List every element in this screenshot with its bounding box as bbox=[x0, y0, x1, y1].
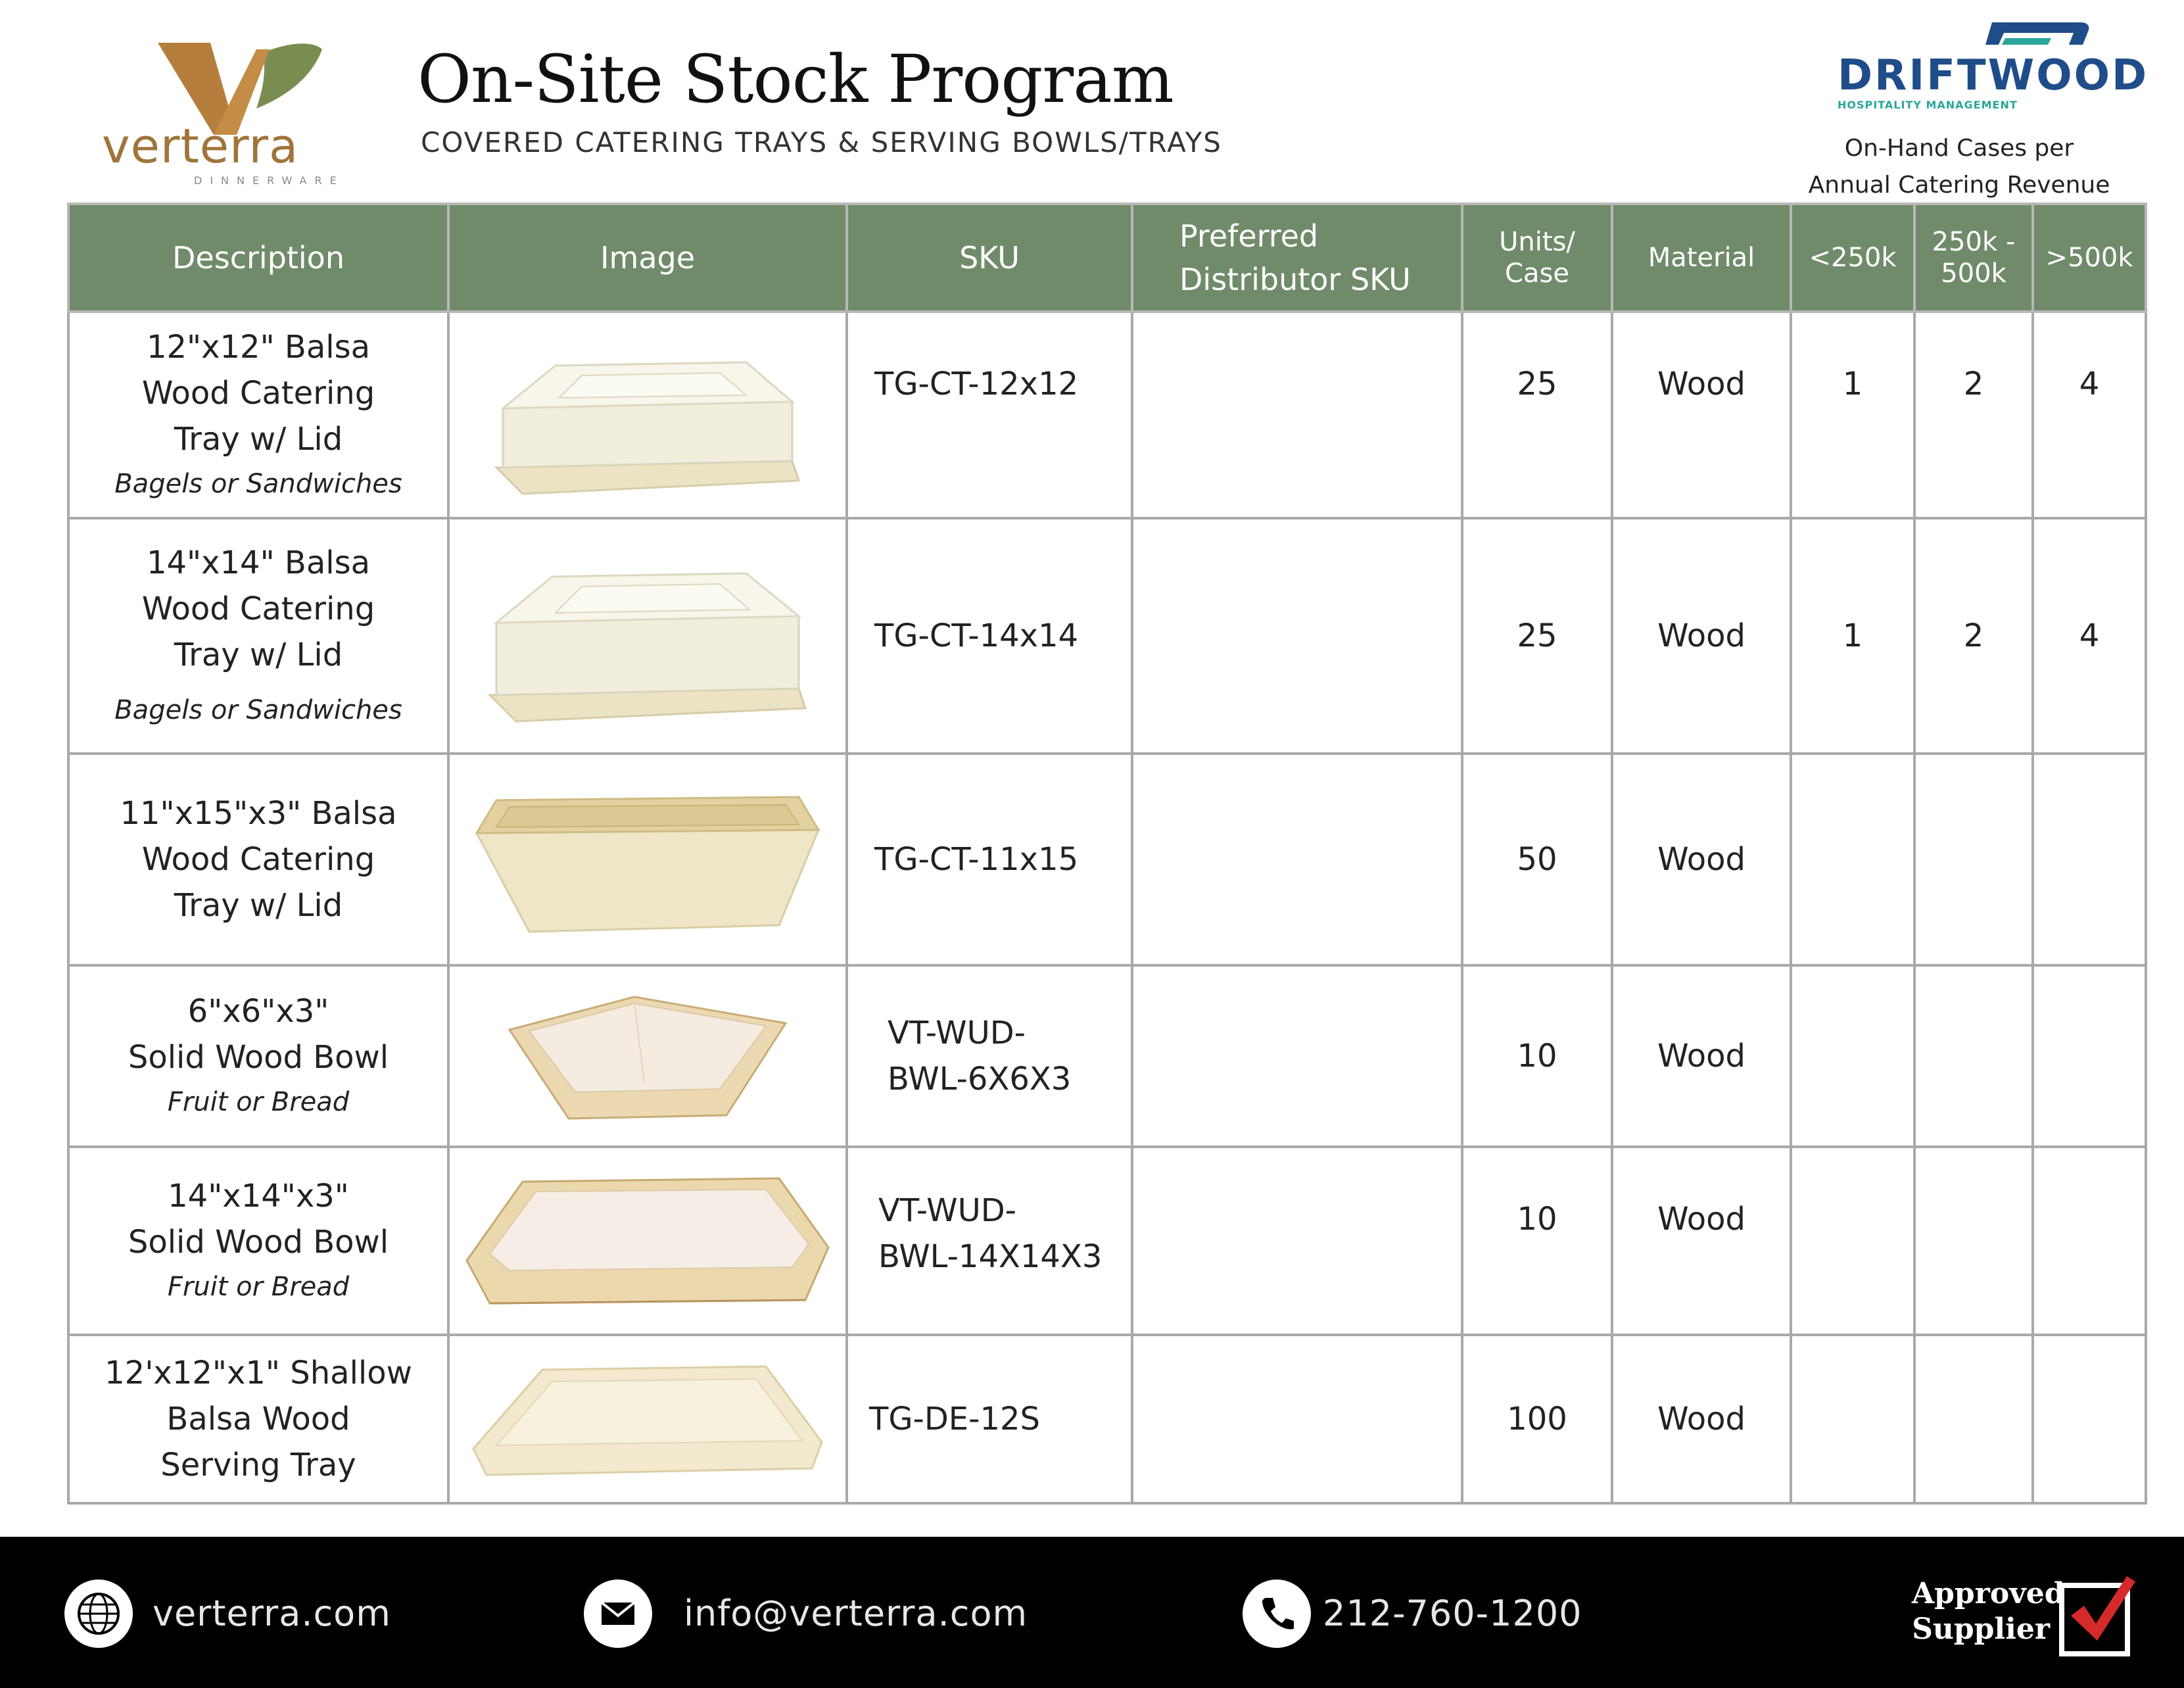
row-distributor-sku bbox=[1132, 1147, 1462, 1335]
desc-line: 12'x12"x1" Shallow bbox=[105, 1355, 412, 1391]
phone-icon bbox=[1243, 1579, 1311, 1648]
row-material: Wood bbox=[1612, 312, 1791, 518]
desc-line: Serving Tray bbox=[160, 1447, 356, 1483]
product-image-cell bbox=[448, 1335, 847, 1503]
row-tier2: 2 bbox=[1914, 312, 2033, 518]
row-description bbox=[68, 1147, 448, 1335]
table-row bbox=[68, 518, 2146, 754]
row-units: 100 bbox=[1462, 1335, 1612, 1503]
website-link[interactable]: verterra.com bbox=[153, 1593, 391, 1634]
row-tier1 bbox=[1791, 965, 1914, 1147]
row-tier1: 1 bbox=[1791, 312, 1914, 518]
usage-note: Bagels or Sandwiches bbox=[114, 695, 402, 725]
desc-line: Tray w/ Lid bbox=[174, 887, 343, 924]
row-material: Wood bbox=[1612, 1335, 1791, 1503]
row-sku bbox=[847, 312, 1132, 518]
sku-line: TG-CT-12x12 bbox=[874, 366, 1079, 402]
col-units bbox=[1462, 204, 1612, 312]
row-sku bbox=[847, 1147, 1132, 1335]
sku-line: BWL-14X14X3 bbox=[878, 1238, 1103, 1275]
desc-line: 12"x12" Balsa bbox=[146, 329, 371, 366]
brand-wordmark: verterra bbox=[102, 118, 299, 174]
row-description bbox=[68, 312, 448, 518]
row-tier2 bbox=[1914, 754, 2033, 965]
usage-note: Fruit or Bread bbox=[167, 1272, 350, 1302]
col-sku: SKU bbox=[847, 204, 1132, 312]
product-image-cell bbox=[448, 518, 847, 754]
sku-line: VT-WUD- bbox=[888, 1015, 1026, 1051]
row-material: Wood bbox=[1612, 1147, 1791, 1335]
row-distributor-sku bbox=[1132, 965, 1462, 1147]
row-tier2 bbox=[1914, 1147, 2033, 1335]
deep-tray-image bbox=[470, 777, 825, 942]
col-material: Material bbox=[1612, 204, 1791, 312]
wood-bowl-image bbox=[503, 984, 792, 1128]
row-units: 10 bbox=[1462, 965, 1612, 1147]
row-tier3: 4 bbox=[2033, 518, 2146, 754]
row-tier2 bbox=[1914, 1335, 2033, 1503]
page-title: On-Site Stock Program bbox=[417, 41, 1174, 118]
desc-line: Solid Wood Bowl bbox=[128, 1224, 389, 1261]
partner-wordmark: DRIFTWOOD bbox=[1838, 51, 2149, 100]
desc-line: Wood Catering bbox=[141, 591, 375, 627]
col-units-line1: Units/ bbox=[1499, 227, 1575, 257]
row-units: 25 bbox=[1462, 518, 1612, 754]
row-distributor-sku bbox=[1132, 1335, 1462, 1503]
envelope-icon bbox=[584, 1579, 652, 1648]
on-hand-note-line1: On-Hand Cases per bbox=[1844, 135, 2074, 162]
col-units-line2: Case bbox=[1505, 258, 1569, 289]
email-link[interactable]: info@verterra.com bbox=[684, 1593, 1028, 1634]
row-description bbox=[68, 1335, 448, 1503]
product-image-cell bbox=[448, 312, 847, 518]
row-distributor-sku bbox=[1132, 312, 1462, 518]
covered-tray-image bbox=[483, 329, 812, 500]
row-sku bbox=[847, 754, 1132, 965]
wood-bowl-image bbox=[463, 1169, 832, 1313]
col-distributor-line2: Distributor SKU bbox=[1179, 262, 1411, 297]
desc-line: Tray w/ Lid bbox=[174, 421, 343, 458]
desc-line: 6"x6"x3" bbox=[187, 993, 329, 1030]
table-row bbox=[68, 965, 2146, 1147]
col-tier2-line2: 500k bbox=[1941, 258, 2006, 289]
row-tier1: 1 bbox=[1791, 518, 1914, 754]
red-check-icon bbox=[2064, 1570, 2137, 1649]
desc-line: 14"x14"x3" bbox=[168, 1178, 349, 1215]
sku-line: TG-CT-11x15 bbox=[874, 841, 1079, 878]
desc-line: Tray w/ Lid bbox=[174, 637, 343, 673]
row-material: Wood bbox=[1612, 518, 1791, 754]
approved-line1: Approved bbox=[1912, 1577, 2065, 1610]
row-tier1 bbox=[1791, 1335, 1914, 1503]
shallow-tray-image bbox=[470, 1357, 825, 1482]
sku-line: VT-WUD- bbox=[878, 1192, 1016, 1229]
table-row bbox=[68, 312, 2146, 518]
row-tier1 bbox=[1791, 1147, 1914, 1335]
brand-subtitle: DINNERWARE bbox=[194, 174, 344, 187]
row-units: 25 bbox=[1462, 312, 1612, 518]
sku-line: BWL-6X6X3 bbox=[888, 1061, 1072, 1097]
sku-line: TG-CT-14x14 bbox=[874, 617, 1079, 654]
row-material: Wood bbox=[1612, 965, 1791, 1147]
footer-bar bbox=[0, 1537, 2184, 1688]
row-units: 50 bbox=[1462, 754, 1612, 965]
desc-line: 11"x15"x3" Balsa bbox=[120, 795, 397, 832]
partner-tagline: HOSPITALITY MANAGEMENT bbox=[1838, 99, 2018, 111]
col-distributor-sku bbox=[1132, 204, 1462, 312]
row-material: Wood bbox=[1612, 754, 1791, 965]
col-tier-under-250k: <250k bbox=[1791, 204, 1914, 312]
page-subtitle: COVERED CATERING TRAYS & SERVING BOWLS/TRAYS bbox=[421, 126, 1222, 158]
product-image-cell bbox=[448, 1147, 847, 1335]
row-tier3 bbox=[2033, 1147, 2146, 1335]
row-sku bbox=[847, 965, 1132, 1147]
product-image-cell bbox=[448, 754, 847, 965]
col-description: Description bbox=[68, 204, 448, 312]
row-description bbox=[68, 518, 448, 754]
covered-tray-image bbox=[477, 541, 819, 731]
approved-line2: Supplier bbox=[1912, 1612, 2050, 1646]
row-tier3 bbox=[2033, 1335, 2146, 1503]
col-distributor-line1: Preferred bbox=[1179, 218, 1319, 254]
usage-note: Fruit or Bread bbox=[167, 1087, 350, 1117]
desc-line: Wood Catering bbox=[141, 375, 375, 412]
row-tier3 bbox=[2033, 965, 2146, 1147]
table-row bbox=[68, 1335, 2146, 1503]
col-tier-over-500k: >500k bbox=[2033, 204, 2146, 312]
usage-note: Bagels or Sandwiches bbox=[114, 469, 402, 499]
row-tier2: 2 bbox=[1914, 518, 2033, 754]
row-tier1 bbox=[1791, 754, 1914, 965]
desc-line: Balsa Wood bbox=[166, 1401, 350, 1437]
row-tier3 bbox=[2033, 754, 2146, 965]
row-description bbox=[68, 965, 448, 1147]
approved-supplier-label bbox=[1912, 1576, 2065, 1647]
product-image-cell bbox=[448, 965, 847, 1147]
phone-number[interactable]: 212-760-1200 bbox=[1323, 1593, 1582, 1634]
row-description bbox=[68, 754, 448, 965]
globe-icon bbox=[64, 1579, 133, 1648]
row-tier2 bbox=[1914, 965, 2033, 1147]
row-sku bbox=[847, 1335, 1132, 1503]
table-row bbox=[68, 1147, 2146, 1335]
stock-table bbox=[67, 203, 2147, 1505]
on-hand-note bbox=[1775, 130, 2143, 204]
col-tier-250k-500k bbox=[1914, 204, 2033, 312]
row-distributor-sku bbox=[1132, 754, 1462, 965]
desc-line: Wood Catering bbox=[141, 841, 375, 878]
table-row bbox=[68, 754, 2146, 965]
on-hand-note-line2: Annual Catering Revenue bbox=[1808, 172, 2110, 199]
row-distributor-sku bbox=[1132, 518, 1462, 754]
desc-line: Solid Wood Bowl bbox=[128, 1039, 389, 1076]
desc-line: 14"x14" Balsa bbox=[146, 544, 371, 581]
row-units: 10 bbox=[1462, 1147, 1612, 1335]
row-sku bbox=[847, 518, 1132, 754]
table-header-row bbox=[68, 204, 2146, 312]
sku-line: TG-DE-12S bbox=[869, 1401, 1040, 1437]
row-tier3: 4 bbox=[2033, 312, 2146, 518]
col-image: Image bbox=[448, 204, 847, 312]
col-tier2-line1: 250k - bbox=[1932, 227, 2016, 257]
